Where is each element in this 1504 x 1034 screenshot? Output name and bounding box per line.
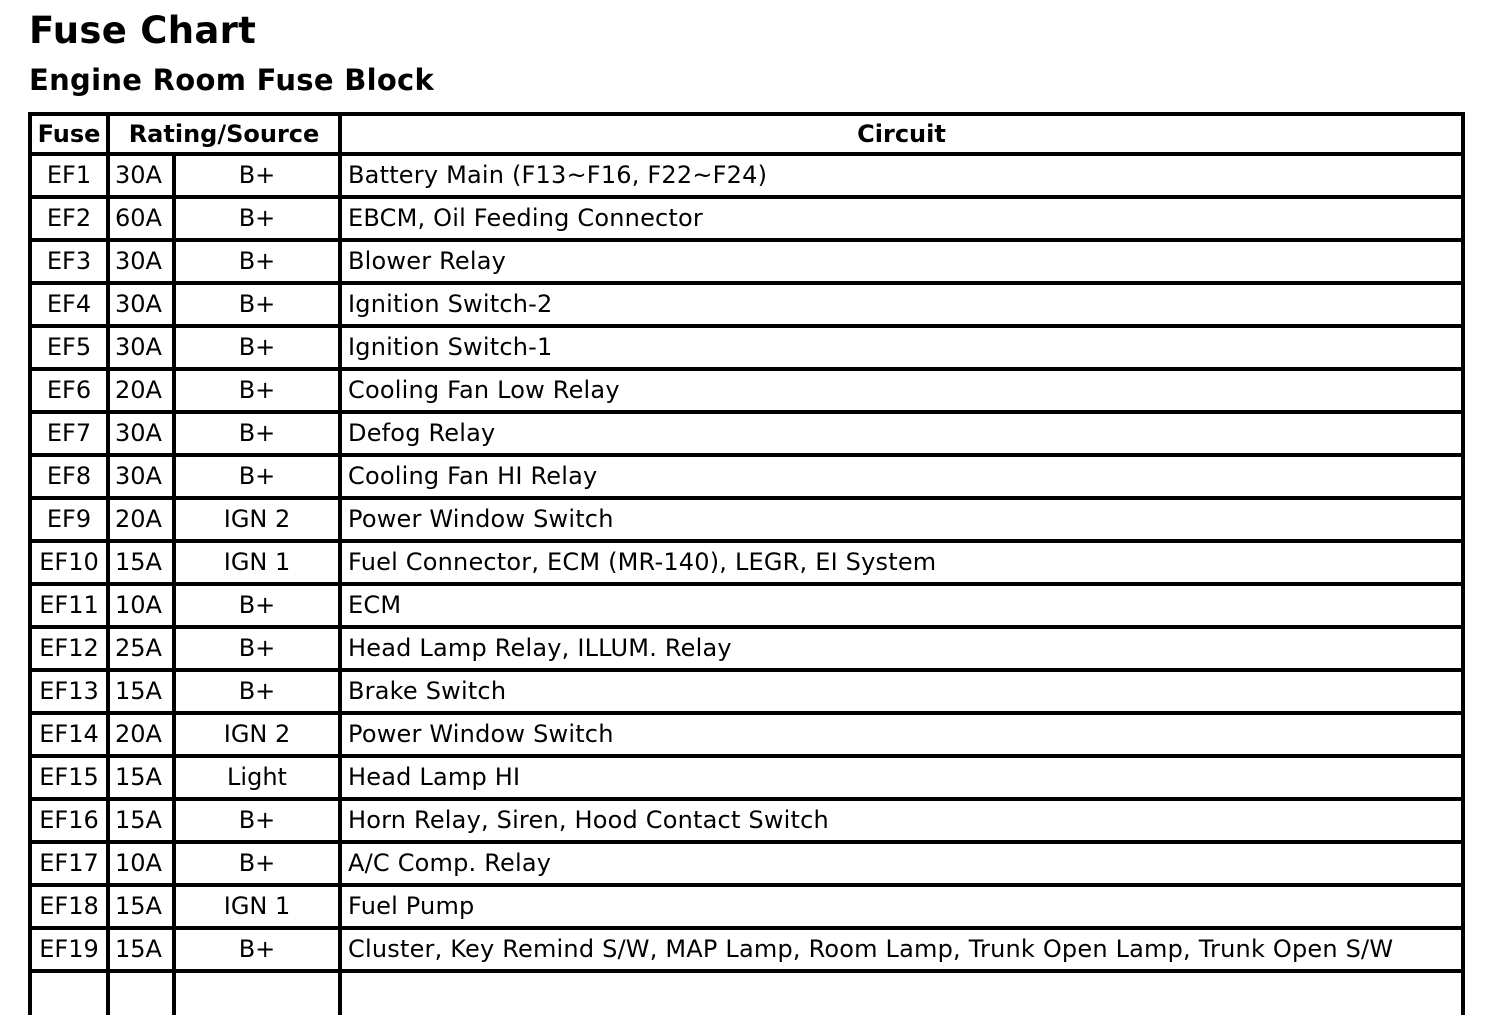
source-cell: B+ (174, 455, 340, 498)
table-row (30, 369, 1463, 412)
source-cell: B+ (174, 928, 340, 971)
rating-cell: 15A (108, 928, 174, 971)
table-row-empty (30, 971, 1463, 1015)
circuit-cell: Cooling Fan Low Relay (340, 369, 1463, 412)
rating-cell: 30A (108, 154, 174, 197)
table-row (30, 627, 1463, 670)
rating-cell: 10A (108, 842, 174, 885)
circuit-cell: Blower Relay (340, 240, 1463, 283)
fuse-cell: EF2 (30, 197, 108, 240)
table-row (30, 412, 1463, 455)
rating-cell: 15A (108, 799, 174, 842)
table-row (30, 541, 1463, 584)
circuit-cell: EBCM, Oil Feeding Connector (340, 197, 1463, 240)
source-cell: IGN 2 (174, 713, 340, 756)
rating-cell: 20A (108, 713, 174, 756)
circuit-cell: Head Lamp HI (340, 756, 1463, 799)
circuit-cell: Battery Main (F13~F16, F22~F24) (340, 154, 1463, 197)
table-row (30, 713, 1463, 756)
source-cell: B+ (174, 412, 340, 455)
fuse-cell: EF10 (30, 541, 108, 584)
fuse-cell: EF14 (30, 713, 108, 756)
source-cell: IGN 1 (174, 885, 340, 928)
empty-cell (340, 971, 1463, 1015)
source-cell: B+ (174, 326, 340, 369)
circuit-cell: Cluster, Key Remind S/W, MAP Lamp, Room Lamp, Trunk Open Lamp, Trunk Open S/W (340, 928, 1463, 971)
source-cell: B+ (174, 240, 340, 283)
rating-cell: 30A (108, 240, 174, 283)
fuse-cell: EF3 (30, 240, 108, 283)
source-cell: IGN 2 (174, 498, 340, 541)
source-cell: B+ (174, 670, 340, 713)
rating-cell: 30A (108, 412, 174, 455)
table-row (30, 799, 1463, 842)
circuit-cell: Defog Relay (340, 412, 1463, 455)
fuse-cell: EF18 (30, 885, 108, 928)
source-cell: B+ (174, 283, 340, 326)
table-row (30, 455, 1463, 498)
table-row (30, 197, 1463, 240)
table-row (30, 842, 1463, 885)
rating-cell: 30A (108, 283, 174, 326)
source-cell: B+ (174, 154, 340, 197)
rating-cell: 25A (108, 627, 174, 670)
empty-cell (30, 971, 108, 1015)
page-title: Fuse Chart (29, 9, 257, 52)
source-cell: B+ (174, 369, 340, 412)
table-row (30, 240, 1463, 283)
rating-cell: 20A (108, 498, 174, 541)
table-row (30, 885, 1463, 928)
table-row (30, 498, 1463, 541)
rating-cell: 15A (108, 541, 174, 584)
column-header-rating-source: Rating/Source (108, 114, 340, 154)
circuit-cell: Power Window Switch (340, 498, 1463, 541)
fuse-cell: EF5 (30, 326, 108, 369)
circuit-cell: Ignition Switch-2 (340, 283, 1463, 326)
circuit-cell: Head Lamp Relay, ILLUM. Relay (340, 627, 1463, 670)
circuit-cell: Horn Relay, Siren, Hood Contact Switch (340, 799, 1463, 842)
fuse-cell: EF7 (30, 412, 108, 455)
table-row (30, 756, 1463, 799)
fuse-cell: EF9 (30, 498, 108, 541)
empty-cell (174, 971, 340, 1015)
fuse-cell: EF8 (30, 455, 108, 498)
source-cell: B+ (174, 197, 340, 240)
circuit-cell: Cooling Fan HI Relay (340, 455, 1463, 498)
table-header-row (30, 114, 1463, 154)
rating-cell: 20A (108, 369, 174, 412)
table-row (30, 670, 1463, 713)
fuse-cell: EF19 (30, 928, 108, 971)
column-header-fuse: Fuse (30, 114, 108, 154)
table-row (30, 326, 1463, 369)
source-cell: IGN 1 (174, 541, 340, 584)
fuse-cell: EF13 (30, 670, 108, 713)
table-row (30, 283, 1463, 326)
source-cell: B+ (174, 627, 340, 670)
empty-cell (108, 971, 174, 1015)
fuse-cell: EF12 (30, 627, 108, 670)
fuse-table (28, 112, 1465, 1015)
circuit-cell: Power Window Switch (340, 713, 1463, 756)
source-cell: B+ (174, 842, 340, 885)
rating-cell: 10A (108, 584, 174, 627)
page-subtitle: Engine Room Fuse Block (29, 63, 435, 97)
fuse-cell: EF1 (30, 154, 108, 197)
rating-cell: 15A (108, 756, 174, 799)
circuit-cell: ECM (340, 584, 1463, 627)
circuit-cell: Ignition Switch-1 (340, 326, 1463, 369)
table-row (30, 154, 1463, 197)
table-row (30, 928, 1463, 971)
circuit-cell: Fuel Connector, ECM (MR-140), LEGR, EI System (340, 541, 1463, 584)
circuit-cell: A/C Comp. Relay (340, 842, 1463, 885)
source-cell: Light (174, 756, 340, 799)
fuse-cell: EF15 (30, 756, 108, 799)
circuit-cell: Brake Switch (340, 670, 1463, 713)
source-cell: B+ (174, 799, 340, 842)
fuse-cell: EF6 (30, 369, 108, 412)
fuse-cell: EF11 (30, 584, 108, 627)
rating-cell: 30A (108, 326, 174, 369)
rating-cell: 30A (108, 455, 174, 498)
rating-cell: 15A (108, 670, 174, 713)
fuse-cell: EF16 (30, 799, 108, 842)
rating-cell: 15A (108, 885, 174, 928)
column-header-circuit: Circuit (340, 114, 1463, 154)
table-row (30, 584, 1463, 627)
fuse-cell: EF17 (30, 842, 108, 885)
fuse-cell: EF4 (30, 283, 108, 326)
rating-cell: 60A (108, 197, 174, 240)
circuit-cell: Fuel Pump (340, 885, 1463, 928)
source-cell: B+ (174, 584, 340, 627)
table-body (30, 154, 1463, 1015)
